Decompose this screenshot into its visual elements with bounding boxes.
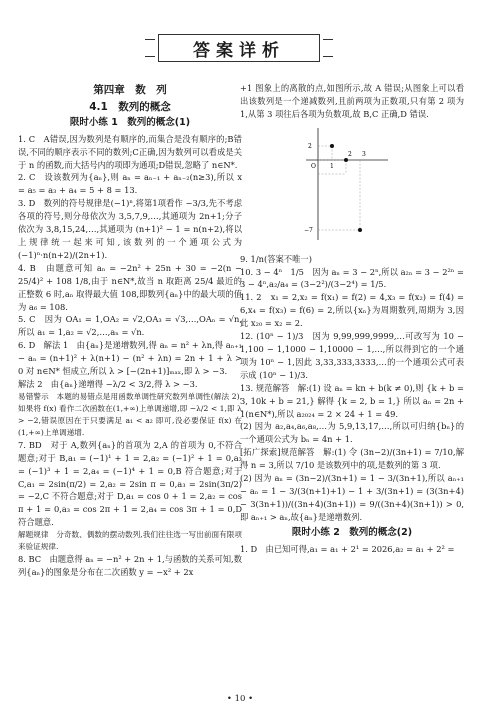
section-title: 4.1 数列的概念 <box>89 100 171 113</box>
answer-banner <box>158 34 320 62</box>
answer-4: 4. B 由题意可知 aₙ = −2n² + 25n + 30 = −2(n − 25/4)² + 108 1/8,由于 n∈N*,故当 n 取距离 25/4 最近的正整数 6 时,aₙ 取得最大值 108,即数列{aₙ}中的最大项的值为 a₆ = 108. <box>18 262 242 312</box>
answer-6: 6. D 解法 1 由{aₙ}是递增数列,得 aₙ = n² + λn,得 aₙ₊₁ − aₙ = (n+1)² + λ(n+1) − (n² + λn) = 2n + 1 + λ > 0 对 n∈N* 恒成立,所以 λ > [−(2n+1)]ₘₐₓ,即 λ > −3. <box>18 340 242 377</box>
extension-part-2: (2) 因为 aₙ = (3n−2)/(3n+1) = 1 − 3/(3n+1),所以 aₙ₊₁ − aₙ = 1 − 3/(3(n+1)+1) − 1 + 3/(3n+1) = (3(3n+4) − 3(3n+1))/((3n+4)(3n+1)) = 9/((3n+4)(3n+1)) > 0,即 aₙ₊₁ > aₙ,故{aₙ}是递增数列. <box>240 473 464 522</box>
sequence-plot <box>302 126 392 244</box>
answer-5: 5. C 因为 OA₁ = 1,OA₂ = √2,OA₃ = √3,…,OAₙ = √n,所以 a₁ = 1,a₂ = √2,…,aₙ = √n. <box>18 314 242 338</box>
answer-3: 3. D 数列的符号规律是(−1)ⁿ,将第1项看作 −3/3,先不考虑各项的符号,则分母依次为 3,5,7,9,…,其通项为 2n+1;分子依次为 3,8,15,24,…,其通项为 (n+1)² − 1 = n(n+2),将以上规律统一起来可知,该数列的一个通项公式为 (−1)ⁿ·n(n+2)/(2n+1). <box>18 198 242 260</box>
answer-6-method-2: 解法 2 由{aₙ}递增得 −λ/2 < 3/2,得 λ > −3. <box>18 378 198 389</box>
subsection-title-2: 限时小练 2 数列的概念(2) <box>291 526 413 538</box>
extension-part-1: [拓广探索]规范解答 解:(1) 令 (3n−2)/(3n+1) = 7/10,解得 n = 3,所以 7/10 是该数列中的项,是数列的第 3 项. <box>240 447 464 471</box>
x-label-3: 3 <box>362 150 366 158</box>
answer-13-part-1: 13. 规范解答 解:(1) 设 aₙ = kn + b(k ≠ 0),则 {k + b = 3, 10k + b = 21,} 解得 {k = 2, b = 1,} 所以 aₙ = 2n + 1(n∈N*),所以 a₂₀₂₄ = 2 × 24 + 1 = 49. <box>240 382 464 419</box>
answer-12: 12. (10ⁿ − 1)/3 因为 9,99,999,9999,…可改写为 10 − 1,100 − 1,1000 − 1,10000 − 1,…,所以得到它的一个通项为 10ⁿ − 1,因此 3,33,333,3333,…的一个通项公式可表示成 (10ⁿ − 1)/3. <box>240 331 464 380</box>
point-1 <box>330 144 334 148</box>
answer-1: 1. C A错误,因为数列是有顺序的,而集合是没有顺序的;B错误,不同的顺序表示不同的数列;C正确,因为数列可以看成是关于 n 的函数,而大括号内的项即为通项;D错误,忽略了 n∈N*. <box>18 133 242 170</box>
answer-10: 10. 3 − 4ⁿ 1/5 因为 aₙ = 3 − 2ⁿ,所以 a₂ₙ = 3 − 2²ⁿ = 3 − 4ⁿ,a₂/a₄ = (3−2²)/(3−2⁴) = 1/5. <box>240 266 464 290</box>
x-label-2: 2 <box>348 150 352 158</box>
subsection-title: 限时小练 1 数列的概念(1) <box>69 116 191 128</box>
banner-title: 答案详析 <box>193 40 285 61</box>
point-2 <box>344 158 348 162</box>
answer-8-continued: +1 图象上的离散的点,如图所示,故 A 错误;从图象上可以看出该数列是一个递减数列,且前两项为正数项,只有第 2 项为 1,从第 3 项往后各项为负数项,故 B,C 正确,D 错误. <box>240 83 464 119</box>
solving-tip: 解题规律 分奇数、偶数的摆动数列,我们往往选一写出前面有限项来验证规律. <box>18 530 242 552</box>
page-number: • 10 • <box>226 694 254 704</box>
answer-9: 9. 1/n(答案不唯一) <box>240 253 312 264</box>
answer-13-part-2: (2) 因为 a₂,a₄,a₆,a₈,…为 5,9,13,17,…,所以可归纳{bₙ}的一个通项公式为 bₙ = 4n + 1. <box>240 421 464 445</box>
point-3 <box>358 228 362 232</box>
x-label-1: 1 <box>330 162 334 170</box>
x-label-origin: O <box>311 162 316 170</box>
error-note: 易错警示 本题的易错点是用函数单调性研究数列单调性(解法 2),如果将 f(x) 看作二次函数在(1,+∞)上单调递增,即 −λ/2 < 1,即 λ > −2,错误原因在于只要满足 a₁ < a₂ 即可,没必要保证 f(x) 在(1,+∞)上单调递增. <box>18 391 242 437</box>
answer-2-1: 1. D 由已知可得,a₁ = a₁ + 2¹ = 2026,a₂ = a₁ + 2² = <box>240 543 455 554</box>
y-label-bottom: −7 <box>304 226 313 234</box>
y-label-top: 2 <box>308 142 312 150</box>
answer-8: 8. BC 由题意得 aₙ = −n² + 2n + 1,与函数的关系可知,数列{aₙ}的图象是分布在二次函数 y = −x² + 2x <box>18 554 242 578</box>
chapter-title: 第四章 数 列 <box>93 84 167 96</box>
right-column <box>240 82 464 555</box>
answer-11: 11. 2 x₁ = 2,x₂ = f(x₁) = f(2) = 4,x₃ = f(x₂) = f(4) = 6,x₄ = f(x₃) = f(6) = 2,所以{xₙ}为周期数列,周期为 3,因此 x₂₀ = x₂ = 2. <box>240 292 464 329</box>
answer-7: 7. BD 对于 A,数列{aₙ}的首项为 2,A 的首项为 0,不符合题意;对于 B,a₁ = (−1)¹ + 1 = 2,a₂ = (−1)² + 1 = 0,a₃ = (−1)³ + 1 = 2,a₄ = (−1)⁴ + 1 = 0,B 符合题意;对于 C,a₁ = 2sin(π/2) = 2,a₂ = 2sin π = 0,a₃ = 2sin(3π/2) = −2,C 不符合题意;对于 D,a₁ = cos 0 + 1 = 2,a₂ = cos π + 1 = 0,a₃ = cos 2π + 1 = 2,a₄ = cos 3π + 1 = 0,D 符合题意. <box>18 439 242 528</box>
answer-2: 2. C 设该数列为{aₙ},则 aₙ = aₙ₋₁ + aₙ₋₂(n≥3),所以 x = a₅ = a₃ + a₄ = 5 + 8 = 13. <box>18 172 242 196</box>
left-column <box>18 82 242 579</box>
